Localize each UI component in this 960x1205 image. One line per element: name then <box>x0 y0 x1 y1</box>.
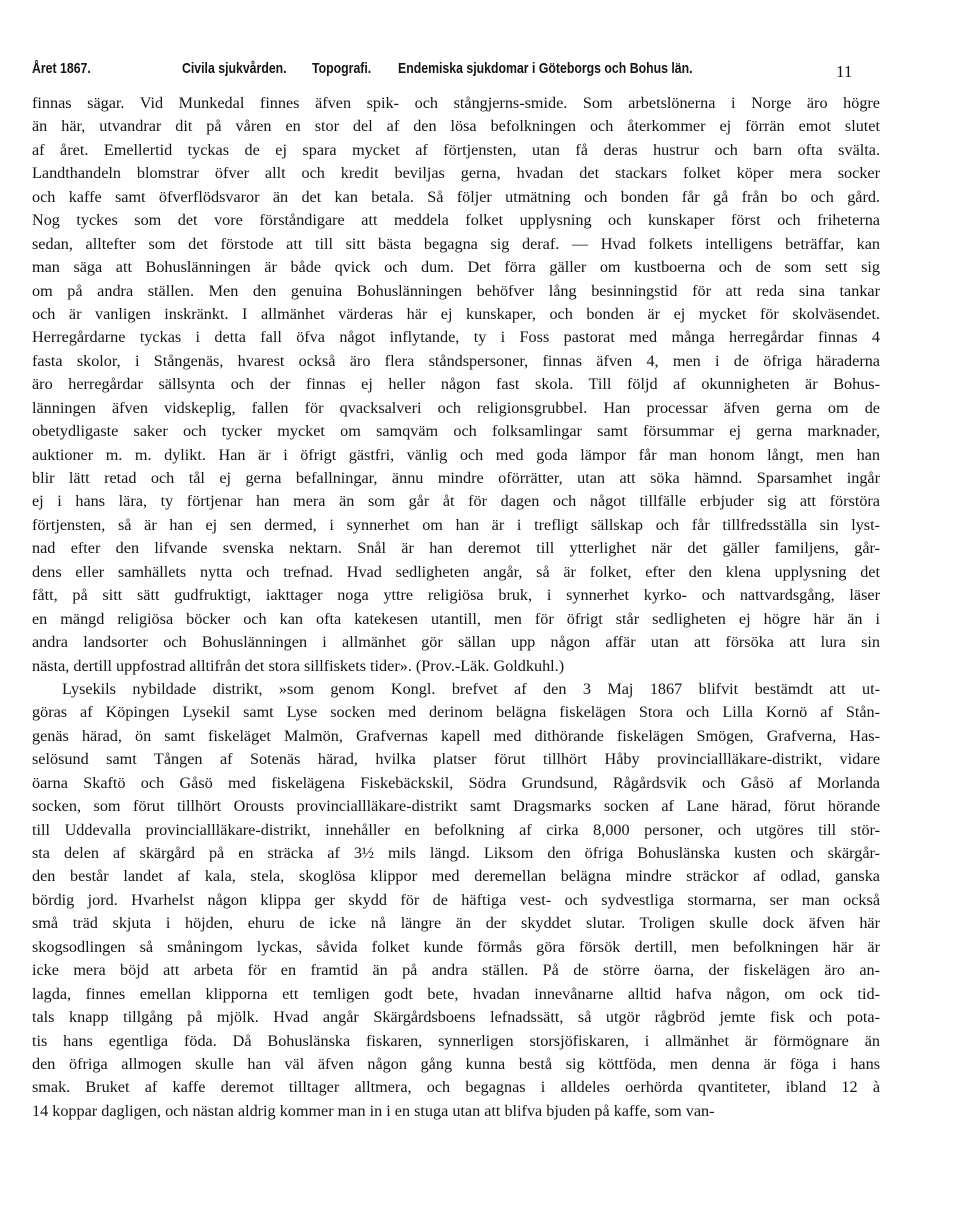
text-line <box>32 444 880 467</box>
text-line <box>32 1006 880 1029</box>
text-line-content: ej i hans lära, ty förtjenar han mera än som går åt för dagen och något tillfälle erbjuder sig att förstöra <box>32 492 880 511</box>
text-line-content: än här, utvandrar dit på våren en stor del af den lösa befolkningen och återkommer ej förrän emot slutet <box>32 117 880 136</box>
text-line-content: icke mera böjd att arbeta för en framtid än på andra ställen. På de större öarna, der fiskelägen äro an- <box>32 961 880 980</box>
text-line <box>32 655 880 678</box>
text-line <box>32 631 880 654</box>
text-line <box>32 1076 880 1099</box>
body-text <box>32 92 880 1123</box>
header-section-civil-care: Civila sjukvården. <box>182 60 287 77</box>
text-line <box>32 584 880 607</box>
text-line-content: andra landsorter och Bohuslänningen i allmänhet gör sällan upp någon affär utan att försöka att lura sin <box>32 633 880 652</box>
page-number: 11 <box>836 62 853 81</box>
text-line-content: fasta skolor, i Stångenäs, hvarest också äro flera ståndspersoner, finnas äfven 4, men i de öfriga häraderna <box>32 351 880 370</box>
text-line-content: man säga att Bohuslänningen är både qvick och dum. Det förra gäller om kustboerna och de som sett sig <box>32 258 880 277</box>
text-line <box>32 467 880 490</box>
text-line <box>32 209 880 232</box>
text-line <box>32 162 880 185</box>
text-line <box>32 842 880 865</box>
text-line <box>32 748 880 771</box>
text-line <box>32 701 880 724</box>
text-line-content: om på andra ställen. Men den genuina Bohuslänningen behöfver lång besinningstid för att reda sina tankar <box>32 281 880 300</box>
text-line-content: Nog tyckes som det vore förståndigare att meddela folket upplysning och kunskaper först och friheterna <box>32 211 880 230</box>
running-header <box>32 60 872 82</box>
text-line <box>32 256 880 279</box>
text-line-content: obetydligaste saker och tycker mycket om samqväm och folksamlingar samt försummar ej gerna marknader, <box>32 422 880 441</box>
text-line <box>32 233 880 256</box>
text-line-content: finnas sägar. Vid Munkedal finnes äfven spik- och stångjerns-smide. Som arbetslönerna i Norge äro högre <box>32 94 880 112</box>
text-line <box>32 889 880 912</box>
text-line-content: 14 koppar dagligen, och nästan aldrig kommer man in i en stuga utan att blifva bjuden på kaffe, som van- <box>32 1101 715 1120</box>
text-line <box>32 373 880 396</box>
text-line-content: auktioner m. m. dylikt. Han är i öfrigt gästfri, vänlig och med goda lämpor får man honom långt, men han <box>32 445 880 464</box>
text-line-content: en mängd religiösa böcker och kan ofta katekesen utantill, men för öfrigt står sedligheten ej högre här än i <box>32 609 880 628</box>
header-year: Året 1867. <box>32 60 91 77</box>
text-line <box>32 608 880 631</box>
text-line <box>32 772 880 795</box>
text-line <box>32 959 880 982</box>
text-line-content: öarna Skaftö och Gåsö med fiskelägena Fiskebäckskil, Södra Grundsund, Rågårdsvik och Gåsö af Morlanda <box>32 773 880 792</box>
text-line <box>32 514 880 537</box>
text-line-content: bördig jord. Hvarhelst någon klippa ger skydd för de häftiga vest- och sydvestliga stormarna, ser man också <box>32 890 880 909</box>
text-line-content: Landthandeln blomstrar öfver allt och kredit beviljas gerna, hvadan det stackars folket köper mera socker <box>32 164 880 183</box>
text-line-content: göras af Köpingen Lysekil samt Lyse socken med derinom belägna fiskelägen Stora och Lilla Kornö af Stån- <box>32 703 880 722</box>
text-line-content: den består landet af kala, stela, skoglösa klippor med deremellan belägna mindre sträckor af odlad, ganska <box>32 867 880 886</box>
text-line-content: äro herregårdar sällsynta och der finnas ej heller någon fast skola. Till följd af okunnigheten är Bohus- <box>32 375 880 394</box>
text-line <box>32 303 880 326</box>
text-line <box>32 490 880 513</box>
text-line <box>32 420 880 443</box>
text-line <box>32 1100 880 1123</box>
text-line <box>32 1030 880 1053</box>
text-line <box>32 326 880 349</box>
text-line <box>32 115 880 138</box>
text-line <box>32 983 880 1006</box>
text-line-content: fått, på sitt sätt gudfruktigt, iakttager noga yttre religiösa bruk, i synnerhet kyrko- och nattvardsgång, läser <box>32 586 880 605</box>
text-line <box>32 561 880 584</box>
text-line-content: blir lätt retad och tål ej gerna befallningar, ännu mindre oförrätter, utan att söka hämnd. Sparsamhet ingår <box>32 469 880 487</box>
text-line-content: socken, som förut tillhört Orousts provinciallläkare-distrikt samt Dragsmarks socken af Lane härad, förut hörande <box>32 797 880 816</box>
text-line-content: smak. Bruket af kaffe deremot tilltager alltmera, och begagnas i alldeles oerhörda qvantiteter, ibland 12 à <box>32 1078 880 1097</box>
text-line <box>32 819 880 842</box>
header-section-endemic-diseases: Endemiska sjukdomar i Göteborgs och Bohus län. <box>398 60 693 77</box>
text-line-content: lagda, finnes emellan klipporna ett temligen godt bete, hvadan innevånarne alltid hafva någon, om ock tid- <box>32 984 880 1003</box>
text-line-content: länningen äfven vidskeplig, fallen för qvacksalveri och religionsgrubbel. Han processar äfven gerna om de <box>32 398 880 417</box>
text-line <box>32 725 880 748</box>
text-line <box>32 936 880 959</box>
text-line-content: nad efter den lifvande svenska nektarn. Snål är han deremot till ytterlighet när det gäller familjens, går- <box>32 539 880 558</box>
text-line-content: och kaffe samt öfverflödsvaror än det kan betala. Så följer utmätning och bonden får gå från bo och gård. <box>32 187 880 206</box>
header-section-topography: Topografi. <box>312 60 372 77</box>
text-line-content: Lysekils nybildade distrikt, »som genom Kongl. brefvet af den 3 Maj 1867 blifvit bestämdt att ut- <box>62 679 880 698</box>
text-line <box>32 795 880 818</box>
text-line-content: och är vanligen inskränkt. I allmänhet värderas här ej kunskaper, och bonden är ej mycket för skolväsendet. <box>32 304 880 323</box>
text-line <box>32 92 880 115</box>
text-line-content: till Uddevalla provinciallläkare-distrikt, innehåller en befolkning af cirka 8,000 personer, och utgöres till stör- <box>32 820 880 839</box>
text-line <box>32 865 880 888</box>
text-line-content: Herregårdarne tyckas i detta fall öfva något inflytande, ty i Foss pastorat med många herregårdar finnas 4 <box>32 328 880 347</box>
text-line-content: tis hans egentliga föda. Då Bohuslänska fiskaren, synnerligen storsjöfiskaren, i allmänhet är förmögnare än <box>32 1031 880 1050</box>
text-line-content: selösund samt Tången af Sotenäs härad, hvilka platser förut tillhört Håby provinciallläkare-distrikt, vidare <box>32 750 880 769</box>
text-line-content: förtjensten, så är han ej sen dermed, i synnerhet om han är i trefligt sällskap och får tillfredsställa sin lyst- <box>32 515 880 534</box>
text-line <box>32 186 880 209</box>
text-line-content: genäs härad, ön samt fiskeläget Malmön, Grafvernas kapell med dithörande fiskelägen Smögen, Grafverna, Has- <box>32 726 880 745</box>
text-line <box>32 350 880 373</box>
text-line <box>32 139 880 162</box>
text-line <box>32 1053 880 1076</box>
text-line-content: dens eller samhällets nytta och trefnad. Hvad sedligheten angår, så är folket, efter den klena upplysning det <box>32 562 880 581</box>
text-line-content: af året. Emellertid tyckas de ej spara mycket af förtjensten, utan få deras hustrur och barn ofta svälta. <box>32 140 880 159</box>
text-line-content: tals knapp tillgång på mjölk. Hvad angår Skärgårdsboens lefnadssätt, så utgör rågbröd jemte fisk och pota- <box>32 1008 880 1027</box>
text-line-content: sta delen af skärgård på en sträcka af 3½ mils längd. Liksom den öfriga Bohuslänska kusten och skärgår- <box>32 844 880 862</box>
text-line <box>32 678 880 701</box>
text-line <box>32 397 880 420</box>
text-line <box>32 912 880 935</box>
text-line-content: den öfriga allmogen skulle han väl äfven någon gång kunna bestå sig köttföda, men denna är föga i hans <box>32 1054 880 1073</box>
text-line <box>32 537 880 560</box>
text-line-content: små träd skjuta i höjden, ehuru de icke nå längre än der skyddet slutar. Troligen skulle dock äfven här <box>32 914 880 933</box>
text-line-content: skogsodlingen så småningom lyckas, såvida folket kunde förmås göra försök dertill, men befolkningen här är <box>32 937 880 956</box>
text-line-content: nästa, dertill uppfostrad alltifrån det stora sillfiskets tider». (Prov.-Läk. Goldkuhl.) <box>32 656 565 675</box>
text-line <box>32 280 880 303</box>
text-line-content: sedan, alltefter som det förstode att till sitt bästa begagna sig deraf. — Hvad folkets intelligens beträffar, kan <box>32 234 880 253</box>
